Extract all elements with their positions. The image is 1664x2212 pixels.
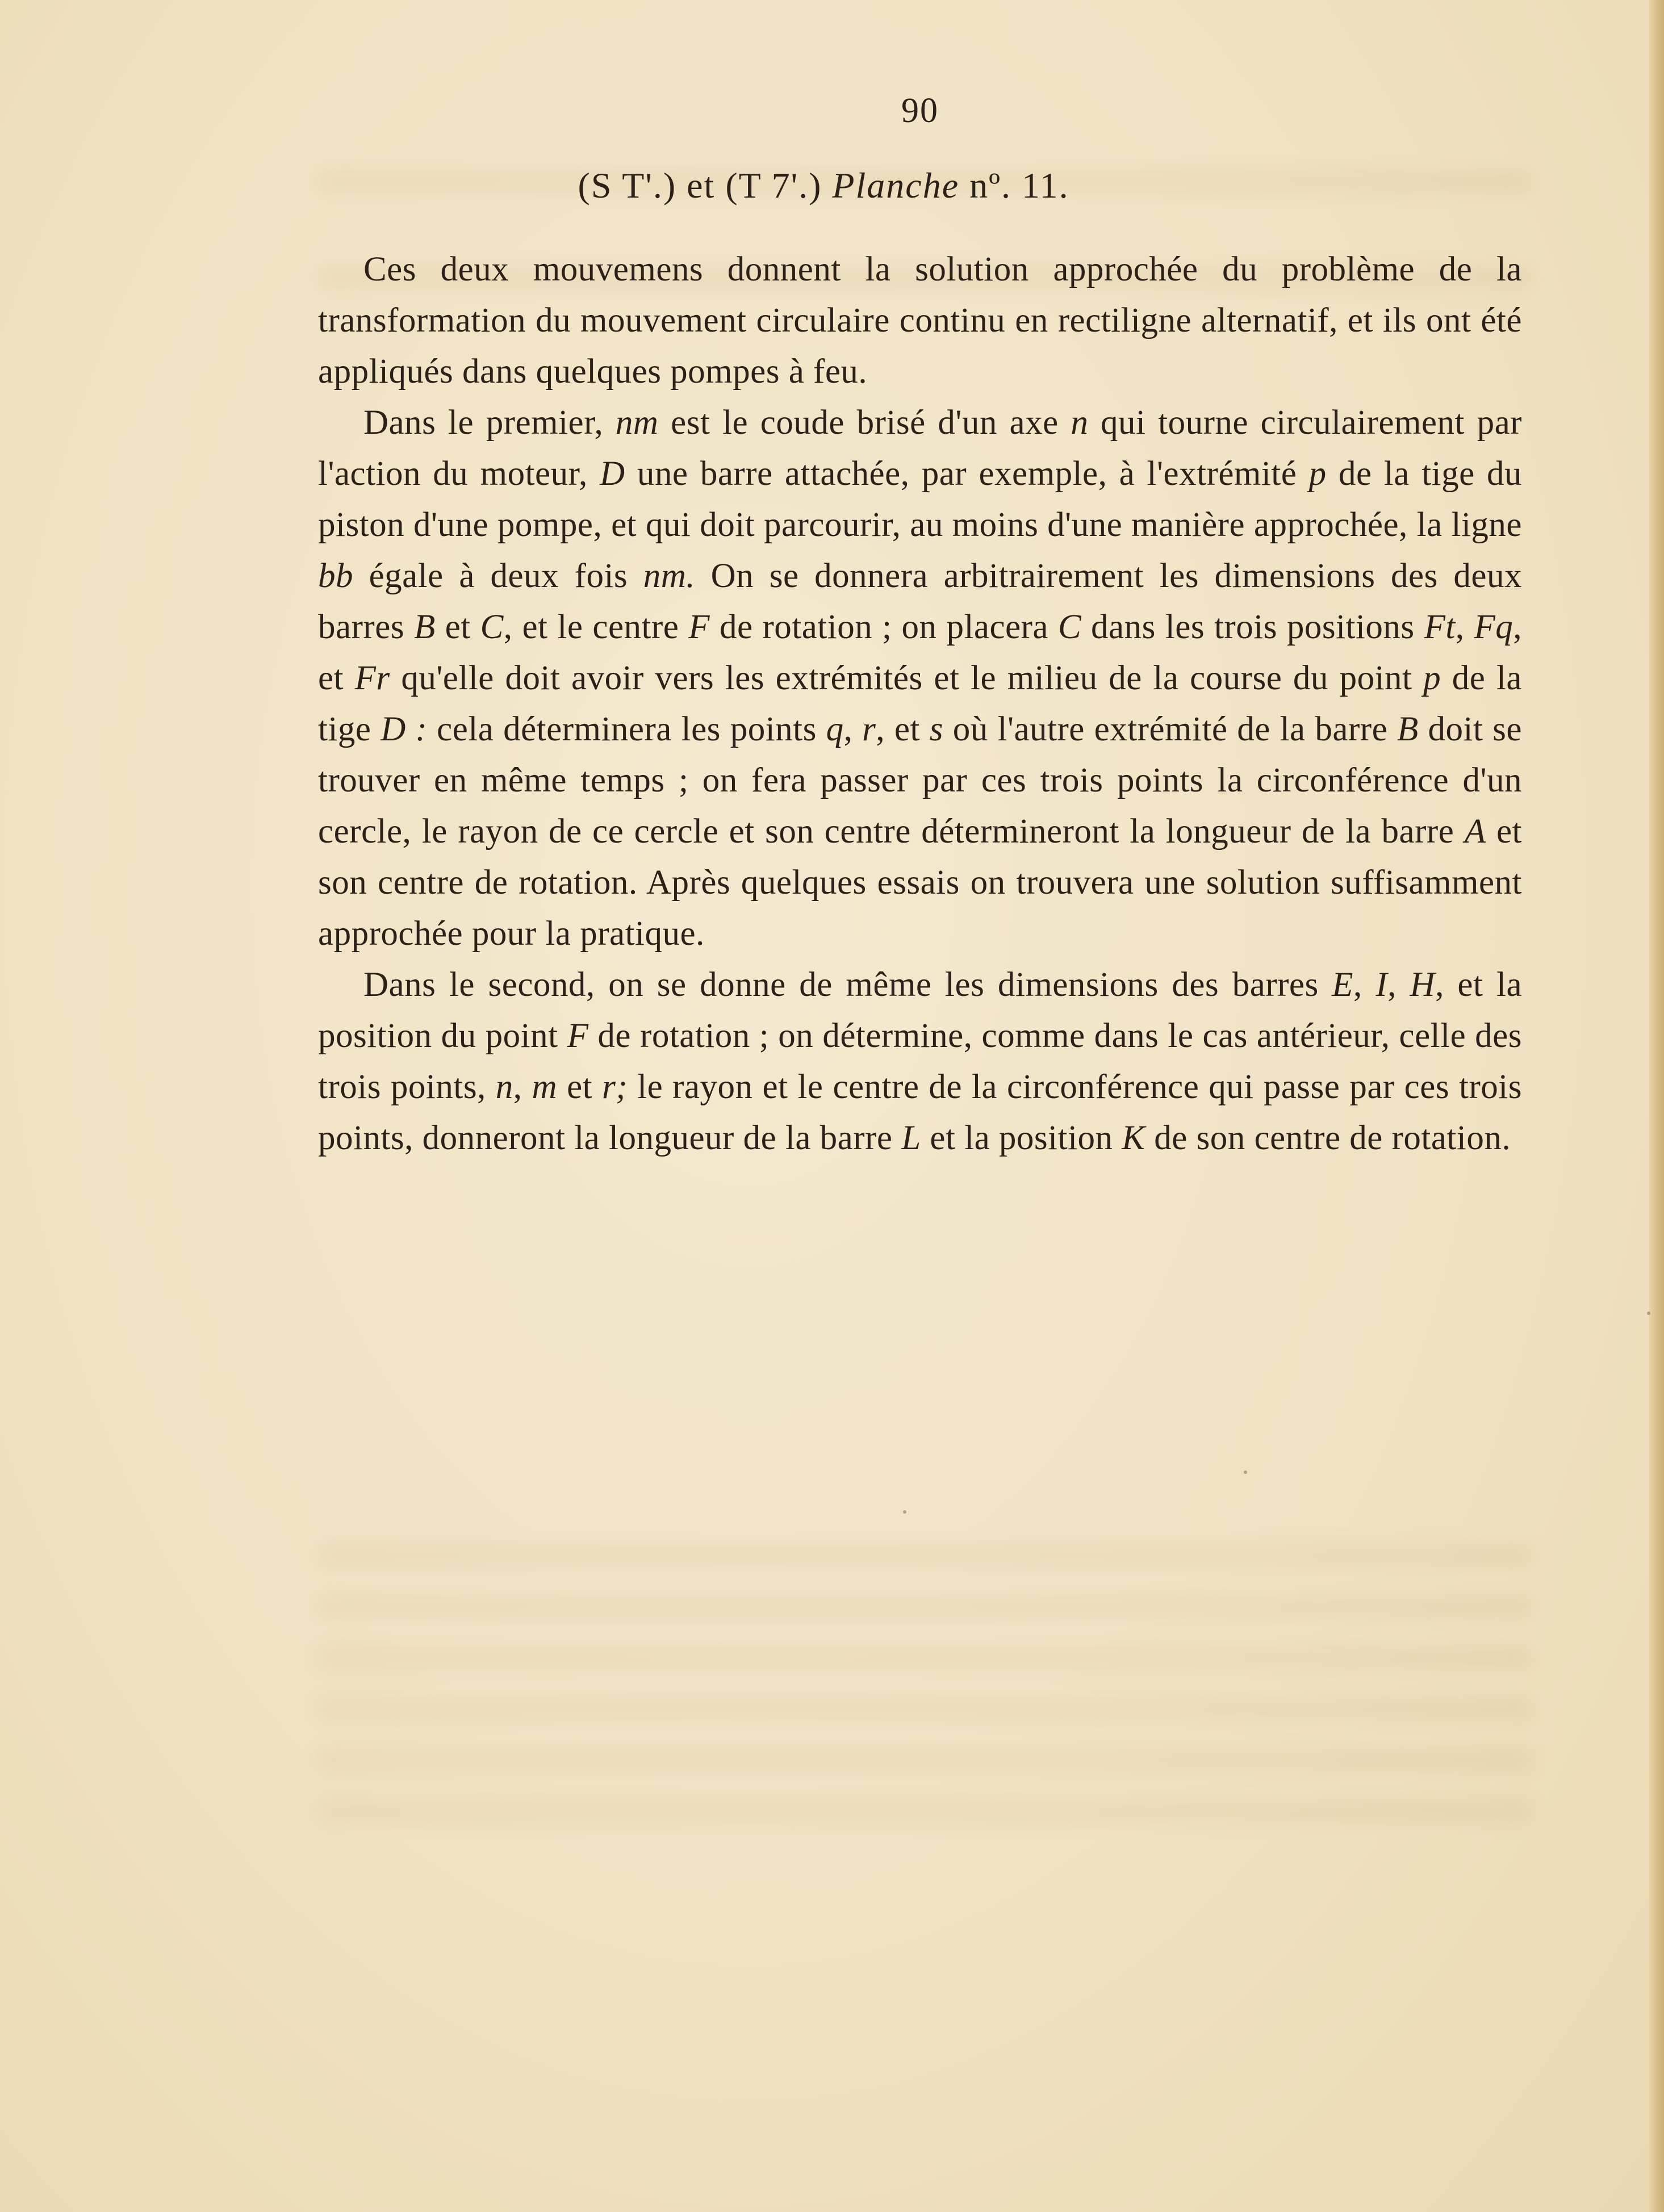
italic-symbol: Fr (354, 659, 390, 697)
italic-symbol: nm. (643, 557, 696, 595)
text-run: Dans le second, on se donne de même les dimensions des barres (363, 966, 1332, 1004)
italic-symbol: p (1423, 659, 1441, 697)
italic-symbol: B (1397, 710, 1419, 748)
italic-symbol: q (826, 710, 844, 748)
show-through (318, 1595, 1533, 1618)
text-run: doit se trouver en même temps ; on fera passer par ces trois points la circonférence d'un cercle, le rayon de ce cercle et son centre détermineront la longueur de la barre (318, 710, 1522, 851)
text-run: de rotation ; on placera (710, 608, 1058, 646)
text-run: qu'elle doit avoir vers les extrémités et le milieu de la course du point (390, 659, 1424, 697)
text-run: , (843, 710, 863, 748)
text-run: dans les trois positions (1081, 608, 1424, 646)
italic-symbol: Ft (1424, 608, 1456, 646)
show-through (318, 1800, 1533, 1823)
text-run: , et (318, 608, 1523, 697)
text-run: On se donnera arbitrairement les dimensions des deux barres (318, 557, 1522, 646)
italic-symbol: K (1122, 1119, 1145, 1157)
show-through (318, 1647, 1533, 1669)
text-run: de son centre de rotation. (1145, 1119, 1511, 1157)
italic-symbol: D (600, 455, 625, 493)
section-heading (341, 165, 1306, 207)
text-run: cela déterminera les points (427, 710, 826, 748)
text-run: , (1353, 966, 1376, 1004)
heading-plate-word: Planche (832, 165, 960, 206)
paragraph (318, 960, 1522, 1164)
italic-symbol: D : (381, 710, 428, 748)
italic-symbol: nm (615, 404, 659, 442)
italic-symbol: Fq (1474, 608, 1514, 646)
text-run: et (435, 608, 480, 646)
italic-symbol: F (567, 1017, 589, 1055)
italic-symbol: m (532, 1068, 558, 1106)
italic-symbol: F (688, 608, 710, 646)
text-run: , et (876, 710, 930, 748)
italic-symbol: n (495, 1068, 513, 1106)
body-text (318, 244, 1522, 1164)
italic-symbol: L (901, 1119, 921, 1157)
paper-speck (1244, 1471, 1247, 1474)
text-run: , (1455, 608, 1474, 646)
italic-symbol: B (413, 608, 436, 646)
text-run: de rotation ; on détermine, comme dans le cas antérieur, celle des trois points, (318, 1017, 1522, 1106)
paragraph (318, 244, 1522, 397)
text-run: où l'autre extrémité de la barre (943, 710, 1397, 748)
heading-prefix: (S T'.) et (T 7'.) (578, 165, 833, 206)
italic-symbol: E (1332, 966, 1354, 1004)
text-run: une barre attachée, par exemple, à l'extrémité (625, 455, 1309, 493)
text-run: et la position (921, 1119, 1122, 1157)
italic-symbol: C (1057, 608, 1082, 646)
page-edge (1649, 0, 1664, 2212)
italic-symbol: r (862, 710, 876, 748)
text-run: et (557, 1068, 603, 1106)
italic-symbol: s (929, 710, 943, 748)
text-run: , et le centre (503, 608, 689, 646)
italic-symbol: H (1410, 966, 1436, 1004)
italic-symbol: n (1071, 404, 1089, 442)
text-run: , (513, 1068, 532, 1106)
text-run: Ces deux mouvemens donnent la solution approchée du problème de la transformation du mouvement circulaire continu en rectiligne alternatif, et ils ont été appliqués dans quelques pompes à feu. (318, 250, 1522, 391)
italic-symbol: A (1464, 812, 1486, 851)
text-run: est le coude brisé d'un axe (658, 404, 1071, 442)
text-run: , et la position du point (318, 966, 1523, 1055)
italic-symbol: r; (602, 1068, 628, 1106)
text-run: égale à deux fois (353, 557, 643, 595)
text-run: de la tige (318, 659, 1522, 748)
show-through (318, 1544, 1533, 1567)
italic-symbol: bb (318, 557, 353, 595)
italic-symbol: C (480, 608, 504, 646)
show-through (318, 1698, 1533, 1720)
paper-speck (903, 1510, 906, 1514)
italic-symbol: I (1375, 966, 1388, 1004)
page-number: 90 (901, 91, 939, 130)
text-run: de la tige du piston d'une pompe, et qui doit parcourir, au moins d'une manière approchée, la ligne (318, 455, 1522, 544)
text-run: Dans le premier, (363, 404, 616, 442)
text-run: le rayon et le centre de la circonférence qui passe par ces trois points, donneront la longueur de la barre (318, 1068, 1522, 1157)
text-run: et son centre de rotation. Après quelques essais on trouvera une solution suffisamment approchée pour la pratique. (318, 812, 1522, 953)
text-run: , (1387, 966, 1410, 1004)
paragraph (318, 397, 1522, 960)
paper-speck (1647, 1312, 1650, 1315)
text-run: qui tourne circulairement par l'action du moteur, (318, 404, 1522, 493)
show-through (318, 1749, 1533, 1771)
italic-symbol: p (1308, 455, 1327, 493)
heading-suffix: nº. 11. (959, 165, 1069, 206)
